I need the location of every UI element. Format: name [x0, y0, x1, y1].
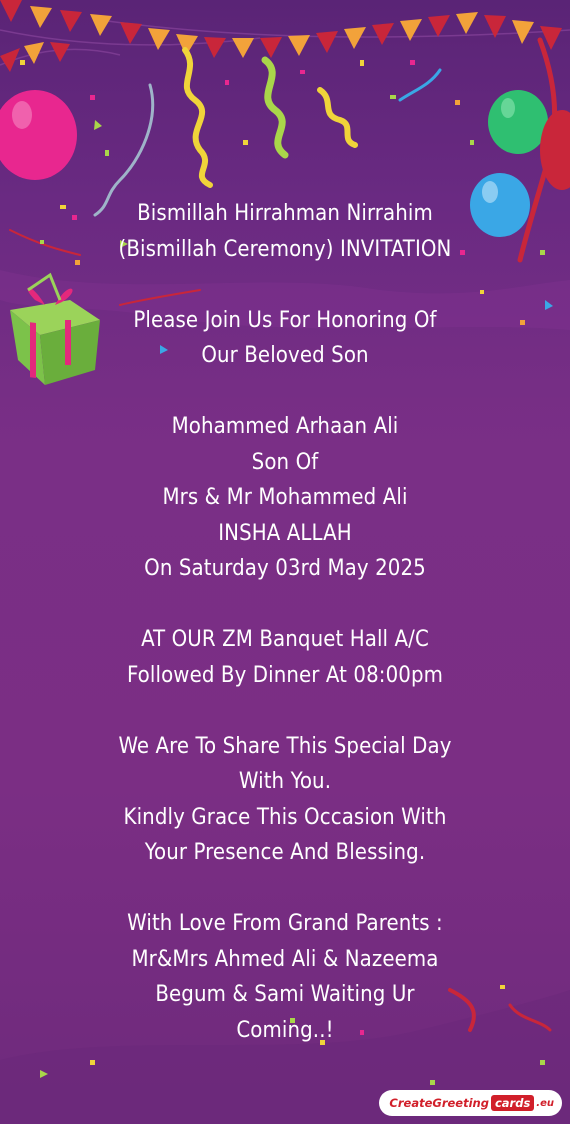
dinner-time-line: Followed By Dinner At 08:00pm [126, 662, 443, 688]
share-line-2: With You. [238, 769, 332, 794]
site-logo[interactable] [379, 1090, 562, 1116]
grace-line-2: Your Presence And Blessing. [144, 840, 426, 865]
spacer [35, 871, 535, 907]
parents-name: Mrs & Mr Mohammed Ali [162, 485, 408, 510]
spacer [35, 693, 535, 729]
invitation-message [35, 196, 535, 1048]
logo-text-part1: CreateGreeting [389, 1096, 489, 1110]
insha-allah-line: INSHA ALLAH [218, 520, 352, 546]
spacer [35, 267, 535, 303]
logo-text-part3: .eu [536, 1097, 554, 1109]
event-date: On Saturday 03rd May 2025 [144, 556, 426, 581]
ceremony-title: (Bismillah Ceremony) INVITATION [118, 236, 452, 262]
grace-line-1: Kindly Grace This Occasion With [123, 804, 447, 830]
invite-line-2: Our Beloved Son [201, 343, 369, 368]
share-line-1: We Are To Share This Special Day [118, 733, 452, 759]
from-line-2: Mr&Mrs Ahmed Ali & Nazeema [131, 946, 439, 972]
child-name: Mohammed Arhaan Ali [171, 414, 399, 439]
blessing-line: Bismillah Hirrahman Nirrahim [137, 201, 433, 226]
son-of-line: Son Of [251, 449, 319, 475]
venue-line: AT OUR ZM Banquet Hall A/C [141, 627, 429, 652]
balloon-pink [0, 90, 77, 180]
spacer [35, 587, 535, 623]
from-line-1: With Love From Grand Parents : [127, 911, 443, 936]
invite-line-1: Please Join Us For Honoring Of [133, 307, 437, 333]
from-line-4: Coming..! [236, 1017, 334, 1043]
spacer [35, 374, 535, 410]
from-line-3: Begum & Sami Waiting Ur [155, 982, 415, 1007]
logo-text-part2: cards [491, 1095, 534, 1111]
